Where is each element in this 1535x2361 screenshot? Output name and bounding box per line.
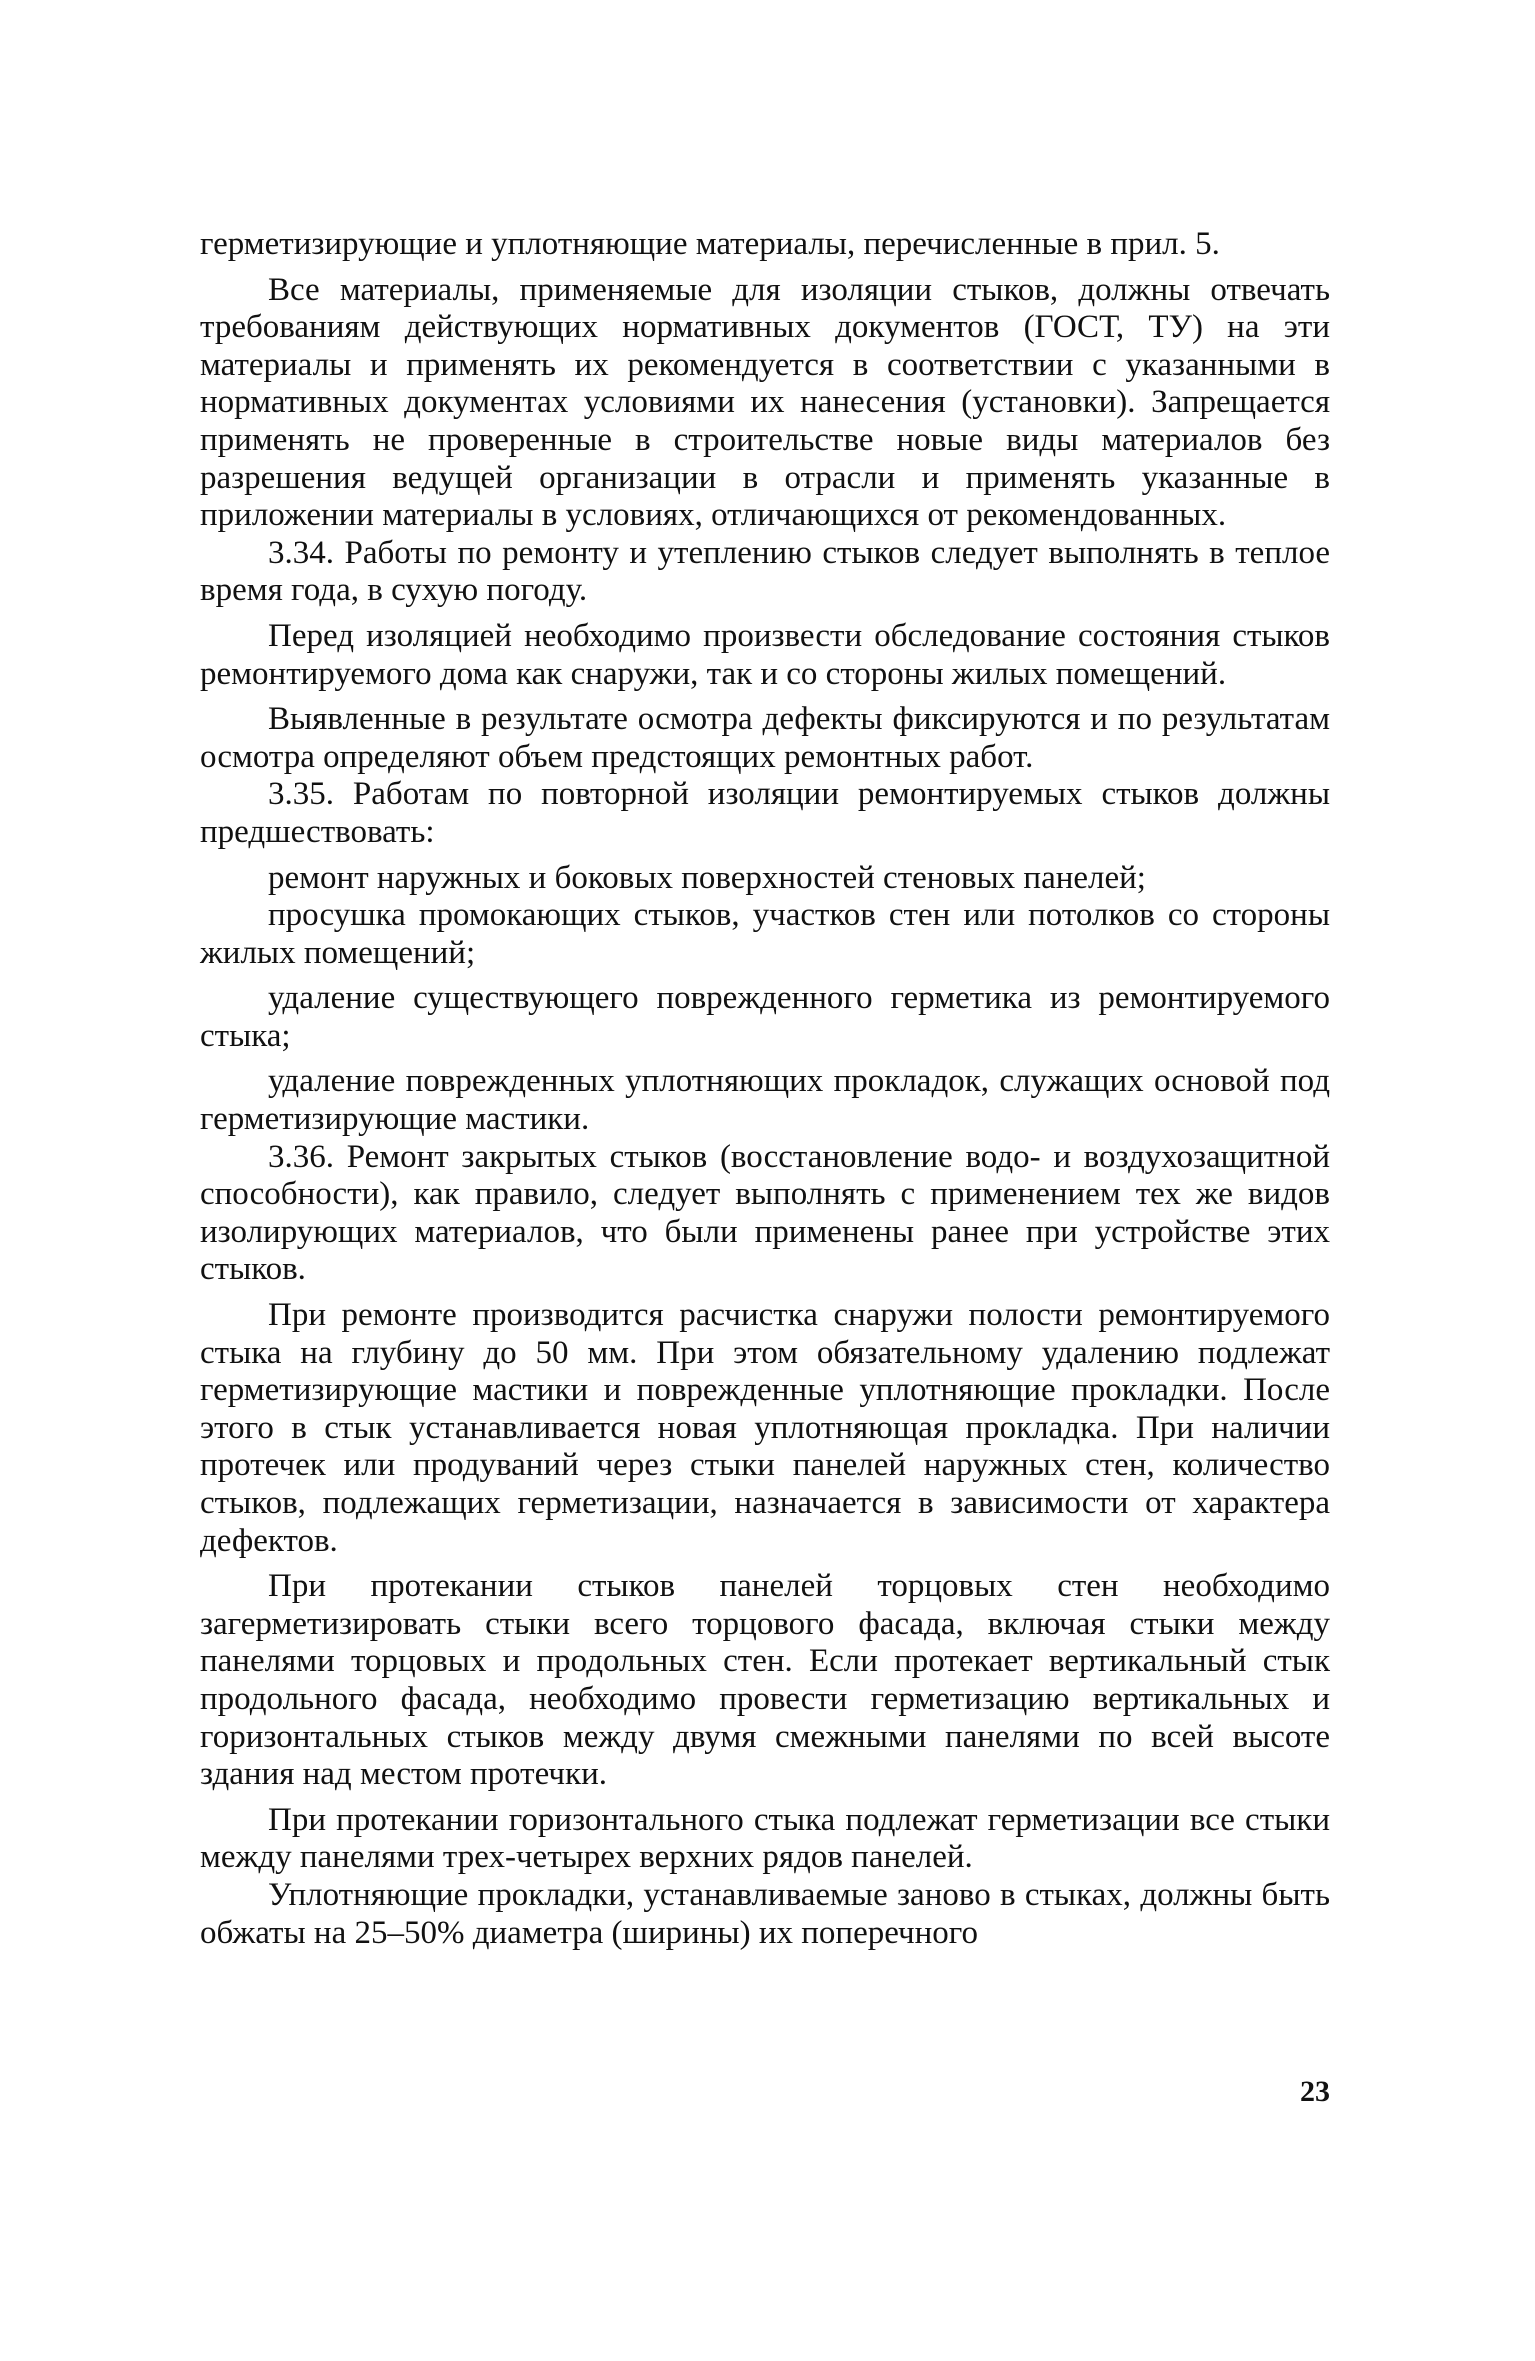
paragraph-repair-procedure: При ремонте производится расчистка снаружи полости ремонтируемого стыка на глубину до 50 мм. При этом обязательному удалению подлежат герметизирующие мастики и поврежденные уплотняющие прокладки. После этого в стык устанавливается новая уплотняющая прокладка. При наличии протечек или продуваний через стыки панелей наружных стен, количество стыков, подлежащих герметизации, назначается в зависимости от характера дефектов. <box>200 1297 1330 1559</box>
paragraph-defects: Выявленные в результате осмотра дефекты фиксируются и по результатам осмотра определяют объем предстоящих ремонтных работ. <box>200 701 1330 775</box>
paragraph-gaskets: Уплотняющие прокладки, устанавливаемые заново в стыках, должны быть обжаты на 25–50% диаметра (ширины) их поперечного <box>200 1876 1330 1951</box>
paragraph-inspection: Перед изоляцией необходимо произвести обследование состояния стыков ремонтируемого дома как снаружи, так и со стороны жилых помещений. <box>200 617 1330 692</box>
list-item-drying: просушка промокающих стыков, участков стен или потолков со стороны жилых помещений; <box>200 897 1330 971</box>
paragraph-3-35: 3.35. Работам по повторной изоляции ремонтируемых стыков должны предшествовать: <box>200 776 1330 850</box>
paragraph-3-34: 3.34. Работы по ремонту и утеплению стыков следует выполнять в теплое время года, в сухую погоду. <box>200 534 1330 609</box>
paragraph-end-walls: При протекании стыков панелей торцовых стен необходимо загерметизировать стыки всего торцового фасада, включая стыки между панелями торцовых и продольных стен. Если протекает вертикальный стык продольного фасада, необходимо провести герметизацию вертикальных и горизонтальных стыков между двумя смежными панелями по всей высоте здания над местом протечки. <box>200 1568 1330 1793</box>
body-text <box>200 226 1330 1952</box>
list-item-gasket-removal: удаление поврежденных уплотняющих прокладок, служащих основой под герметизирующие мастики. <box>200 1063 1330 1138</box>
list-item-panel-repair: ремонт наружных и боковых поверхностей стеновых панелей; <box>268 859 1146 896</box>
paragraph-materials-requirements: Все материалы, применяемые для изоляции стыков, должны отвечать требованиям действующих нормативных документов (ГОСТ, ТУ) на эти материалы и применять их рекомендуется в соответствии с указанными в нормативных документах условиями их нанесения (установки). Запрещается применять не проверенные в строительстве новые виды материалов без разрешения ведущей организации в отрасли и применять указанные в приложении материалы в условиях, отличающихся от рекомендованных. <box>200 271 1330 534</box>
paragraph-3-36: 3.36. Ремонт закрытых стыков (восстановление водо- и воздухозащитной способности), как правило, следует выполнять с применением тех же видов изолирующих материалов, что были применены ранее при устройстве этих стыков. <box>200 1138 1330 1288</box>
list-item-sealant-removal: удаление существующего поврежденного герметика из ремонтируемого стыка; <box>200 980 1330 1054</box>
page-number: 23 <box>1300 2075 1330 2108</box>
paragraph-horizontal-joint: При протекании горизонтального стыка подлежат герметизации все стыки между панелями трех-четырех верхних рядов панелей. <box>200 1801 1330 1876</box>
paragraph-continuation: герметизирующие и уплотняющие материалы, перечисленные в прил. 5. <box>200 226 1220 262</box>
